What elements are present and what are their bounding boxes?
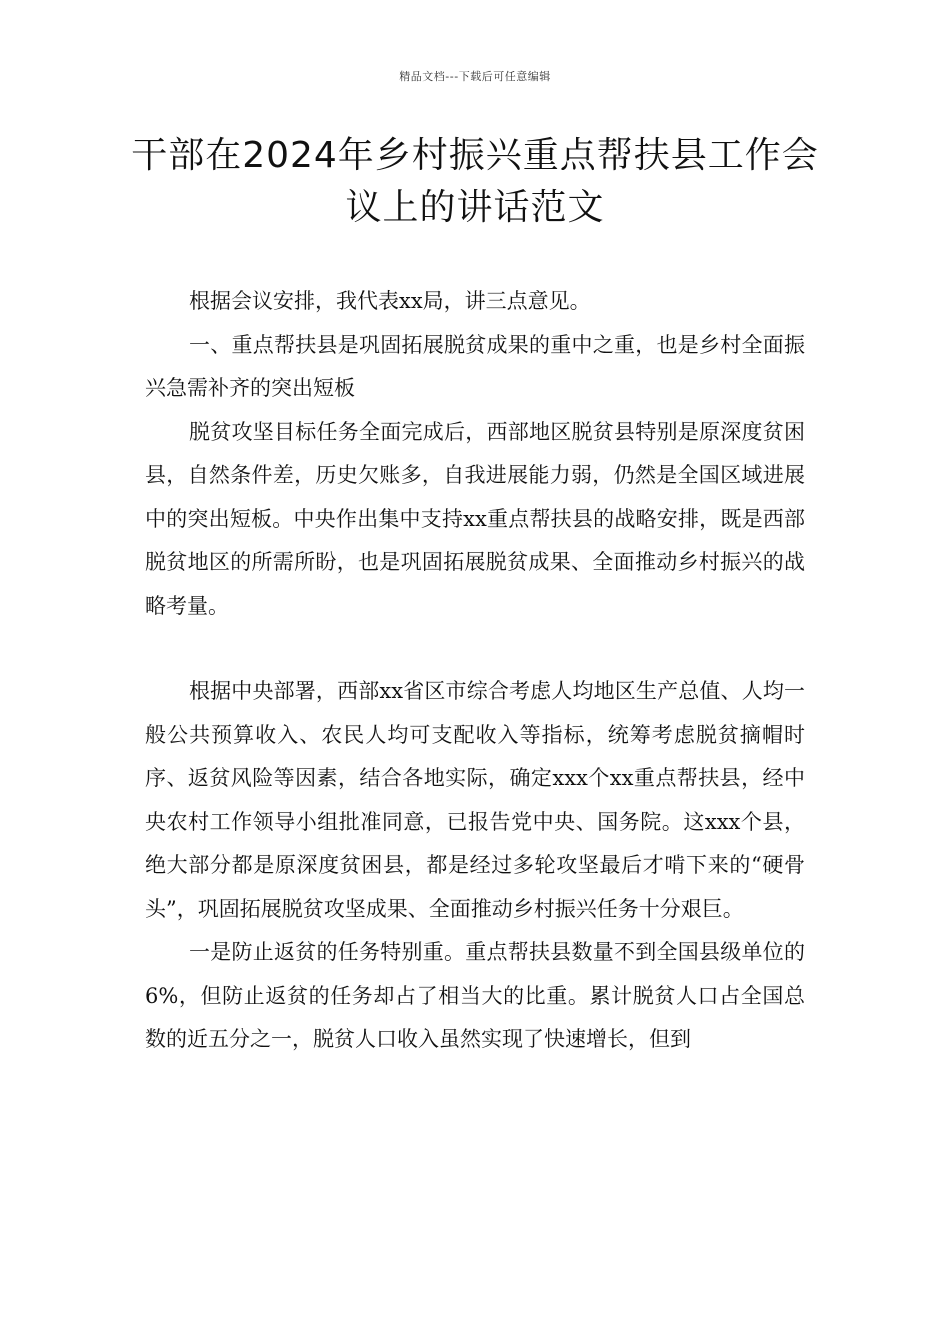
document-title: 干部在2024年乡村振兴重点帮扶县工作会议上的讲话范文 <box>131 135 819 228</box>
paragraph-body: 根据中央部署，西部xx省区市综合考虑人均地区生产总值、人均一般公共预算收入、农民人均可支配收入等指标，统筹考虑脱贫摘帽时序、返贫风险等因素，结合各地实际，确定xxx个xx重点帮扶县，经中央农村工作领导小组批准同意，已报告党中央、国务院。这xxx个县，绝大部分都是原深度贫困县，都是经过多轮攻坚最后才啃下来的“硬骨头”，巩固拓展脱贫攻坚成果、全面推动乡村振兴任务十分艰巨。 <box>145 679 805 921</box>
header-note: 精品文档---下载后可任意编辑 <box>399 70 551 83</box>
paragraph-body: 一是防止返贫的任务特别重。重点帮扶县数量不到全国县级单位的6%，但防止返贫的任务却占了相当大的比重。累计脱贫人口占全国总数的近五分之一，脱贫人口收入虽然实现了快速增长，但到 <box>145 940 805 1051</box>
document-body <box>145 280 805 1062</box>
paragraph-section-heading: 一、重点帮扶县是巩固拓展脱贫成果的重中之重，也是乡村全面振兴急需补齐的突出短板 <box>145 332 805 400</box>
paragraph-intro: 根据会议安排，我代表xx局，讲三点意见。 <box>189 289 591 313</box>
paragraph-body: 脱贫攻坚目标任务全面完成后，西部地区脱贫县特别是原深度贫困县，自然条件差，历史欠账多，自我进展能力弱，仍然是全国区域进展中的突出短板。中央作出集中支持xx重点帮扶县的战略安排，既是西部脱贫地区的所需所盼，也是巩固拓展脱贫成果、全面推动乡村振兴的战略考量。 <box>145 419 805 618</box>
